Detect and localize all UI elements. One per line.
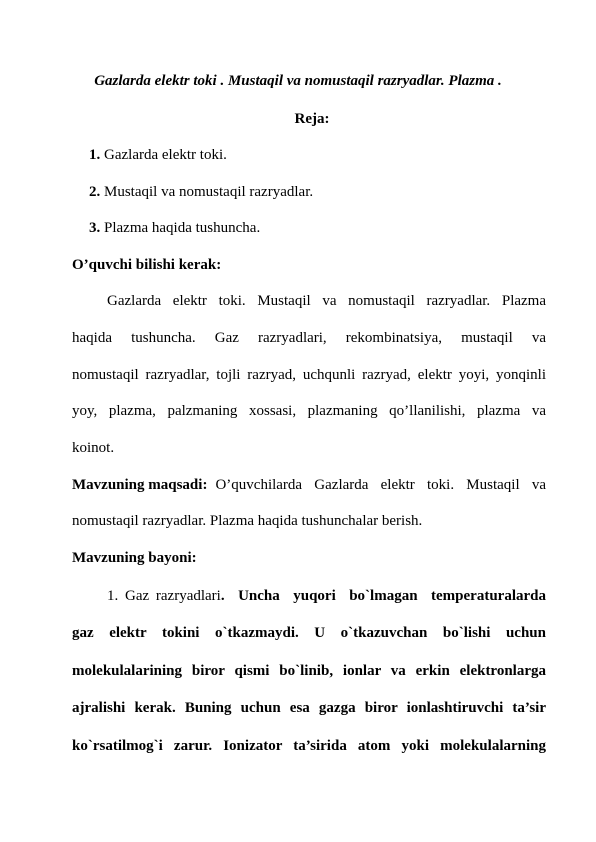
student-heading: O’quvchi bilishi kerak: [72,257,222,273]
plan-item-text: Mustaqil va nomustaqil razryadlar. [104,184,314,200]
plan-item-number: 1. [89,147,101,163]
goal-text: O’quvchilarda Gazlarda elektr toki. Mustaqil va [215,477,546,493]
body-line [107,587,546,605]
goal-line [72,476,546,494]
plan-item-number: 2. [89,184,101,200]
body-first-plain: 1. Gaz razryadlari [107,588,221,604]
plan-heading: Reja: [294,111,330,127]
paragraph-line: nomustaqil razryadlar, tojli razryad, uchqunli razryad, elektr yoyi, yonqinli [72,367,546,383]
plan-item [89,219,260,237]
plan-item [89,146,227,164]
goal-line: nomustaqil razryadlar. Plazma haqida tushunchalar berish. [72,513,423,529]
paragraph-line: koinot. [72,440,115,456]
body-heading: Mavzuning bayoni: [72,550,197,566]
body-line: gaz elektr tokini o`tkazmaydi. U o`tkazuvchan bo`lishi uchun [72,625,546,641]
plan-item [89,183,313,201]
paragraph-line: yoy, plazma, palzmaning xossasi, plazmaning qo’llanilishi, plazma va [72,403,546,419]
body-line: molekulalarining biror qismi bo`linib, ionlar va erkin elektronlarga [72,663,546,679]
body-line: ajralishi kerak. Buning uchun esa gazga biror ionlashtiruvchi ta’sir [72,700,546,716]
body-line: ko`rsatilmog`i zarur. Ionizator ta’sirida atom yoki molekulalarning [72,738,546,754]
paragraph-line: Gazlarda elektr toki. Mustaqil va nomustaqil razryadlar. Plazma [107,293,546,309]
document-title: Gazlarda elektr toki . Mustaqil va nomustaqil razryadlar. Plazma . [94,73,502,89]
body-first-bold: . Uncha yuqori bo`lmagan temperaturalarda [220,588,546,604]
plan-item-number: 3. [89,220,101,236]
paragraph-line: haqida tushuncha. Gaz razryadlari, rekombinatsiya, mustaqil va [72,330,546,346]
plan-item-text: Gazlarda elektr toki. [104,147,227,163]
goal-label: Mavzuning maqsadi: [72,477,208,493]
plan-item-text: Plazma haqida tushuncha. [104,220,261,236]
